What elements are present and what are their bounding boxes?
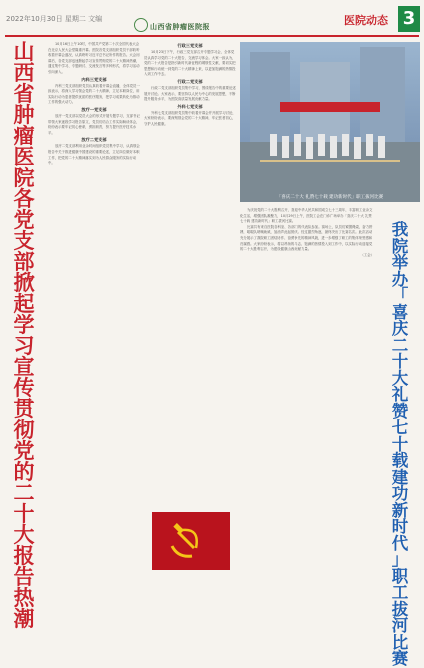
headline-char: 医 (13, 145, 35, 169)
headline-char: 告 (13, 565, 35, 589)
headline-char: 新 (391, 500, 409, 520)
party-flag-image (152, 512, 230, 570)
body-fangliao1: 放疗一党支部以党员大会的形式开展专题学习，支部书记带领大家逐段学习报告原文，党员们结合工作实际畅谈体会，纷纷表示要牢记初心使命，勇担职责，努力提升医疗技术水平。 (48, 113, 140, 135)
photo-caption: 「喜庆二十大 礼赞七十载 建功新时代」职工拔河比赛 (276, 195, 384, 200)
headline-char: 河 (391, 616, 409, 635)
headline-char: 赛 (391, 649, 409, 668)
headline-char: 代 (391, 533, 409, 553)
headline-char: 习 (13, 334, 35, 358)
article-right-body: 比赛共有来自医院各科室、各部门的代表队参加。赛场上，队员们紧握绳索，奋力拼搏，啦啦队呐喊助威，加油声此起彼伏。经过激烈角逐，最终决出了比赛名次。此次活动充分展示了我院职工团结协作、奋勇争先的精神风貌，进一步增强了职工的集体荣誉感和归属感。大家纷纷表示，将以昂扬的斗志、饱满的热情投入到工作中，以实际行动迎接党的二十大胜利召开，为建设健康山西贡献力量。 (240, 224, 373, 252)
headline-char: 功 (391, 484, 409, 503)
headline-char: 庆 (391, 319, 409, 338)
headline-char: 办 (391, 269, 409, 289)
headline-char: 宣 (13, 355, 35, 379)
subhead-nei3: 内科三党支部 (81, 76, 107, 82)
subhead-xingzheng3: 行政三党支部 (177, 43, 203, 48)
headline-char: 二 (13, 481, 35, 505)
header-rule (5, 35, 419, 37)
headline-char: 院 (13, 166, 35, 190)
issue-date: 2022年10月30日 星期二 文编 (6, 15, 103, 23)
hammer-sickle-icon (152, 512, 230, 570)
body-xingzheng2: 行政二党支部组织党员集中学习，围绕报告中的重要论述展开讨论。大家表示，要坚持以人民为中心的发展思想，不断提升服务水平，为医院高质量发展贡献力量。 (144, 85, 236, 102)
headline-char: 学 (13, 313, 35, 337)
headline-char: 职 (391, 566, 409, 586)
headline-char: 我 (391, 220, 409, 239)
headline-char: 山 (13, 40, 35, 64)
headline-char: 十 (391, 352, 409, 371)
headline-char: 礼 (391, 385, 409, 404)
headline-char: 热 (13, 586, 35, 610)
body-waike7: 外科七党支部组织党员集中收看开幕会并开展学习讨论，大家纷纷表示，要深刻领会党的二十大精神，牢记医者初心，守护人民健康。 (144, 110, 236, 126)
subhead-fangliao2: 放疗二党支部 (81, 137, 107, 143)
headline-char: 省 (13, 82, 35, 106)
hospital-logo-icon (134, 18, 148, 32)
subhead-fangliao1: 放疗一党支部 (81, 106, 107, 112)
headline-char: 喜 (391, 302, 409, 322)
right-headline (378, 222, 422, 668)
article-right-author: （工会） (360, 252, 374, 257)
headline-char: 潮 (13, 607, 35, 631)
headline-char: 起 (13, 292, 35, 316)
article-right (240, 208, 374, 616)
page-number: 3 (398, 6, 420, 32)
headline-char: 肿 (13, 103, 35, 127)
left-headline (2, 42, 46, 630)
article-left-intro: 10月16日上午10时，中国共产党第二十次全国代表大会在北京人民大会堂隆重开幕。医院各党支部组织党员干部收听收看开幕会盛况，认真聆听习近平总书记所作的报告。大会闭幕后，各党支部迅速掀起学习宣传贯彻党的二十大精神热潮，通过集中学习、专题研讨、交流发言等多种形式，将学习活动引向深入。 (48, 42, 140, 74)
headline-char: 举 (391, 253, 409, 272)
headline-char: 部 (13, 250, 35, 274)
page-header (0, 0, 424, 36)
headline-char: 大 (391, 368, 409, 388)
masthead: 山西省肿瘤医院报 (150, 23, 210, 31)
headline-char: 比 (391, 632, 409, 652)
body-fangliao2: 放疗二党支部利用业余时间组织党员集中学习，认真领会报告中关于推进健康中国建设的重要论述，立足岗位做好本职工作，把党的二十大精神落实到为人民群众服务的实际行动中。 (48, 144, 140, 166)
headline-char: 报 (13, 544, 35, 568)
section-title: 医院动态 (344, 14, 388, 27)
subhead-waike7: 外科七党支部 (177, 103, 203, 109)
headline-char: 十 (13, 502, 35, 526)
headline-char: 二 (391, 335, 409, 355)
headline-char: 十 (391, 434, 409, 454)
headline-char: 的 (13, 460, 35, 484)
headline-char: 时 (391, 517, 409, 536)
subhead-xingzheng2: 行政二党支部 (177, 78, 203, 84)
article-right-intro: 为庆祝党的二十大胜利召开，喜迎中华人民共和国成立七十三周年，丰富职工业余文化生活，增强团队凝聚力，10月29日上午，医院工会在门诊广场举办「喜庆二十大 礼赞七十载 建功新时代」职工拔河比赛。 (240, 208, 373, 224)
tug-of-war-photo (240, 42, 420, 202)
headline-char: 「 (391, 286, 409, 305)
headline-char: 支 (13, 229, 35, 253)
headline-char: 工 (391, 583, 409, 602)
headline-char: 大 (13, 523, 35, 547)
headline-char: 党 (13, 208, 35, 232)
article-left-column-1 (48, 42, 140, 616)
headline-char: 拔 (391, 599, 409, 619)
body-nei3: 内科三党支部组织党员认真收看开幕会直播，全体党员一致表示，将深入学习领会党的二十大精神，立足本职岗位，用实际行动为患者提供优质的医疗服务，把学习成果转化为推动工作的强大动力。 (48, 83, 140, 105)
headline-char: 」 (391, 550, 409, 569)
headline-char: 载 (391, 451, 409, 470)
body-xingzheng3: 10月23日下午，行政三党支部召开专题学习会，全体党员认真学习党的二十大报告，交流学习体会。大家一致认为，党的二十大报告是指引新时代新征程的纲领性文献，要切实把思想和行动统一到党的二十大精神上来，以更加饱满的热情投入到工作中去。 (144, 50, 236, 77)
headline-char: 党 (13, 439, 35, 463)
headline-char: 建 (391, 467, 409, 487)
headline-char: 七 (391, 418, 409, 437)
headline-char: 赞 (391, 401, 409, 421)
headline-char: 院 (391, 236, 409, 256)
headline-char: 彻 (13, 418, 35, 442)
headline-char: 各 (13, 187, 35, 211)
headline-char: 掀 (13, 271, 35, 295)
headline-char: 贯 (13, 397, 35, 421)
headline-char: 瘤 (13, 124, 35, 148)
headline-char: 传 (13, 376, 35, 400)
headline-char: 西 (13, 61, 35, 85)
